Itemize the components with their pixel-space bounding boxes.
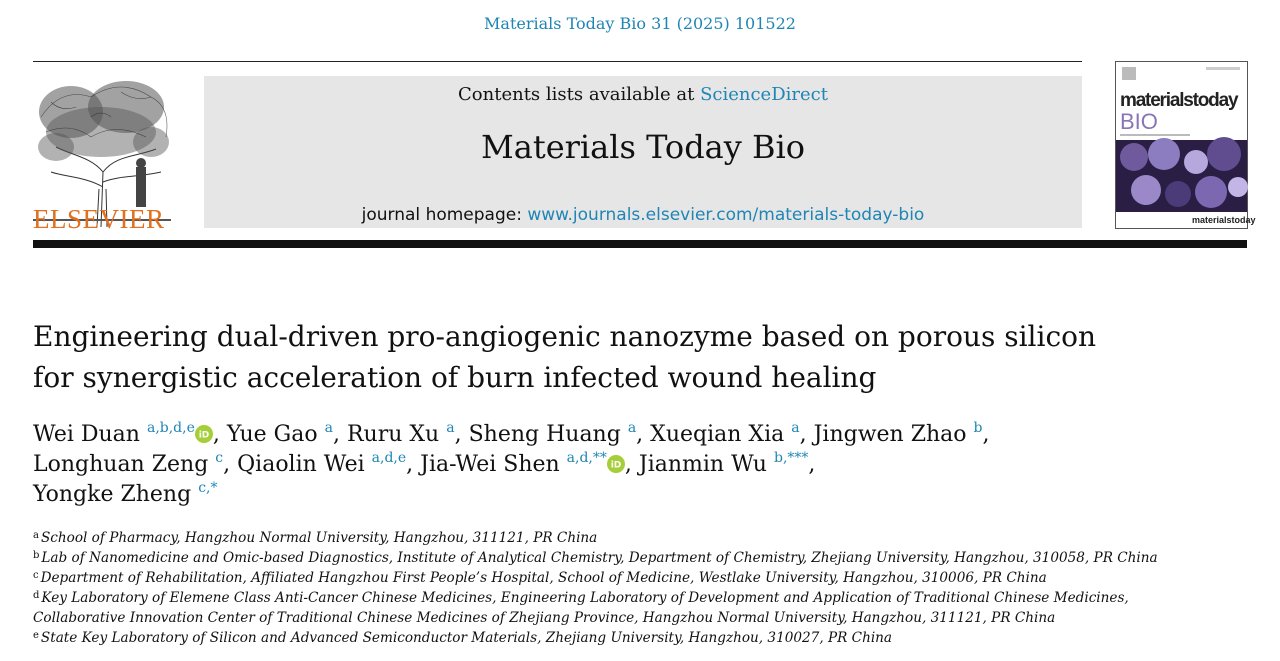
author	[33, 452, 237, 477]
affiliation-text: Department of Rehabilitation, Affiliated Hangzhou First People’s Hospital, School of Medicine, Westlake University, Hangzhou, 310006, PR China	[40, 570, 1047, 586]
author	[469, 422, 651, 447]
author-separator: ,	[624, 452, 639, 477]
header-thick-rule	[33, 240, 1247, 248]
article-title-line2: for synergistic acceleration of burn infected wound healing	[33, 361, 877, 394]
author-name[interactable]: Yongke Zheng	[33, 482, 192, 507]
author	[33, 422, 227, 447]
affiliation-item	[33, 568, 1233, 588]
orcid-icon[interactable]	[195, 425, 213, 443]
author-separator: ,	[982, 422, 990, 447]
author-separator: ,	[332, 422, 347, 447]
author-name[interactable]: Qiaolin Wei	[237, 452, 365, 477]
author-name[interactable]: Jingwen Zhao	[813, 422, 967, 447]
author-affiliation-marks[interactable]: a	[446, 420, 455, 436]
author-name[interactable]: Longhuan Zeng	[33, 452, 209, 477]
author-affiliation-marks[interactable]: b	[973, 420, 983, 436]
article-title-line1: Engineering dual-driven pro-angiogenic nanozyme based on porous silicon	[33, 320, 1097, 353]
affiliation-label: e	[33, 630, 39, 641]
sciencedirect-link[interactable]: ScienceDirect	[700, 84, 828, 105]
author-affiliation-marks[interactable]: a	[324, 420, 333, 436]
author-name[interactable]: Sheng Huang	[468, 422, 621, 447]
journal-header-box	[204, 76, 1082, 228]
author	[639, 452, 816, 477]
affiliation-item	[33, 588, 1233, 608]
author-affiliation-marks[interactable]: c	[215, 450, 224, 466]
cover-title-line1: materialstoday	[1120, 90, 1238, 111]
author-separator: ,	[223, 452, 238, 477]
affiliation-item	[33, 628, 1233, 648]
contents-line	[204, 84, 1082, 105]
author	[33, 482, 217, 507]
author	[347, 422, 469, 447]
affiliation-text: School of Pharmacy, Hangzhou Normal University, Hangzhou, 311121, PR China	[40, 530, 598, 546]
author-affiliation-marks[interactable]: a,d,e	[371, 450, 407, 466]
author	[650, 422, 813, 447]
affiliation-label: c	[33, 570, 39, 581]
svg-text:iD: iD	[198, 430, 210, 441]
author-name[interactable]: Ruru Xu	[346, 422, 440, 447]
affiliation-list	[33, 528, 1233, 648]
author	[227, 422, 347, 447]
affiliation-label: b	[33, 550, 40, 561]
orcid-icon[interactable]	[607, 455, 625, 473]
author-separator: ,	[636, 422, 651, 447]
author	[237, 452, 420, 477]
author-affiliation-marks[interactable]: a	[791, 420, 800, 436]
author-affiliation-marks[interactable]: a,d,**	[566, 450, 607, 466]
homepage-line	[204, 205, 1082, 225]
contents-prefix: Contents lists available at	[458, 84, 701, 105]
affiliation-label: a	[33, 530, 39, 541]
author-name[interactable]: Yue Gao	[226, 422, 318, 447]
cover-title-line2: BIO	[1120, 109, 1158, 134]
journal-cover-art-icon	[1116, 62, 1256, 228]
affiliation-item-continued: Collaborative Innovation Center of Traditional Chinese Medicines of Zhejiang Province, Hangzhou Normal University, Hangzhou, 311121, PR China	[33, 610, 1056, 626]
journal-homepage-link[interactable]: www.journals.elsevier.com/materials-today-bio	[527, 205, 925, 225]
author	[420, 452, 639, 477]
author-name[interactable]: Xueqian Xia	[650, 422, 785, 447]
elsevier-wordmark: ELSEVIER	[33, 204, 165, 234]
author-separator: ,	[808, 452, 816, 477]
journal-cover-image[interactable]	[1115, 61, 1256, 229]
svg-text:iD: iD	[610, 460, 622, 471]
author-affiliation-marks[interactable]: c,*	[198, 480, 218, 496]
journal-name: Materials Today Bio	[480, 128, 806, 166]
author-name[interactable]: Wei Duan	[33, 422, 140, 447]
author-list	[33, 420, 1033, 510]
article-title	[33, 316, 1133, 398]
author-separator: ,	[212, 422, 227, 447]
author-affiliation-marks[interactable]: b,***	[773, 450, 809, 466]
journal-citation[interactable]: Materials Today Bio 31 (2025) 101522	[484, 14, 796, 33]
header-divider	[33, 61, 1082, 62]
affiliation-label: d	[33, 590, 40, 601]
affiliation-text: Lab of Nanomedicine and Omic-based Diagnostics, Institute of Analytical Chemistry, Department of Chemistry, Zhejiang University, Hangzhou, 310058, PR China	[41, 550, 1158, 566]
author-name[interactable]: Jia-Wei Shen	[420, 452, 560, 477]
author	[814, 422, 990, 447]
author-name[interactable]: Jianmin Wu	[638, 452, 767, 477]
affiliation-text: State Key Laboratory of Silicon and Advanced Semiconductor Materials, Zhejiang University, Hangzhou, 310027, PR China	[40, 630, 893, 646]
affiliation-text: Key Laboratory of Elemene Class Anti-Cancer Chinese Medicines, Engineering Laboratory of Development and Application of Traditional Chinese Medicines,	[41, 590, 1129, 606]
author-separator: ,	[799, 422, 814, 447]
author-affiliation-marks[interactable]: a	[627, 420, 637, 436]
author-separator: ,	[406, 452, 421, 477]
affiliation-item	[33, 528, 1233, 548]
author-separator: ,	[454, 422, 469, 447]
author-affiliation-marks[interactable]: a,b,d,e	[146, 420, 195, 436]
homepage-prefix: journal homepage:	[361, 205, 528, 225]
cover-footer: materialstoday	[1192, 215, 1256, 225]
affiliation-item	[33, 548, 1233, 568]
